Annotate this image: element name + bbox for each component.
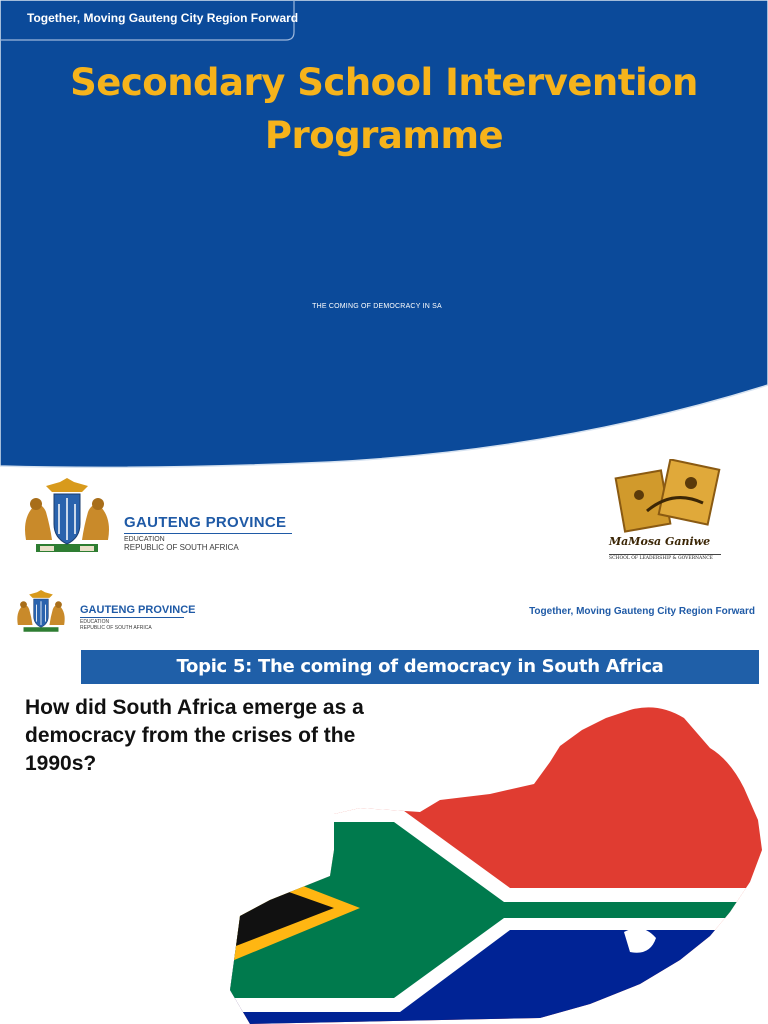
logo-divider [124,533,292,534]
header-tagline: Together, Moving Gauteng City Region Forward [27,11,299,25]
partner-logo-icon [603,459,733,569]
gauteng-logo-text [124,514,292,552]
gauteng-province-name: GAUTENG PROVINCE [124,514,287,531]
south-africa-flag-map-icon [210,700,768,1024]
gauteng-province-name-small: GAUTENG PROVINCE [80,604,196,616]
slide2-tagline: Together, Moving Gauteng City Region Forward [529,606,755,617]
coat-of-arms-small-icon [8,590,74,634]
gauteng-dept: EDUCATION [124,536,165,543]
gauteng-country-small: REPUBLIC OF SOUTH AFRICA [80,625,152,631]
topic-banner: Topic 5: The coming of democracy in South Africa [81,650,759,684]
slide-subtitle: THE COMING OF DEMOCRACY IN SA [312,303,442,310]
logo-divider-small [80,617,184,618]
title-line-2: Programme [264,114,504,157]
partner-logo-divider [609,554,721,555]
gauteng-dept-small: EDUCATION [80,619,110,625]
partner-logo-name: MaMosa Ganiwe [609,535,711,548]
coat-of-arms-icon [16,478,118,556]
lesson-question: How did South Africa emerge as a democracy from the crises of the 1990s? [25,696,364,775]
page-title [0,56,768,162]
partner-logo-subtitle: SCHOOL OF LEADERSHIP & GOVERNANCE [609,556,713,561]
gauteng-country: REPUBLIC OF SOUTH AFRICA [124,543,239,552]
gauteng-logo-text-small [80,604,196,631]
title-line-1: Secondary School Intervention [70,61,698,104]
